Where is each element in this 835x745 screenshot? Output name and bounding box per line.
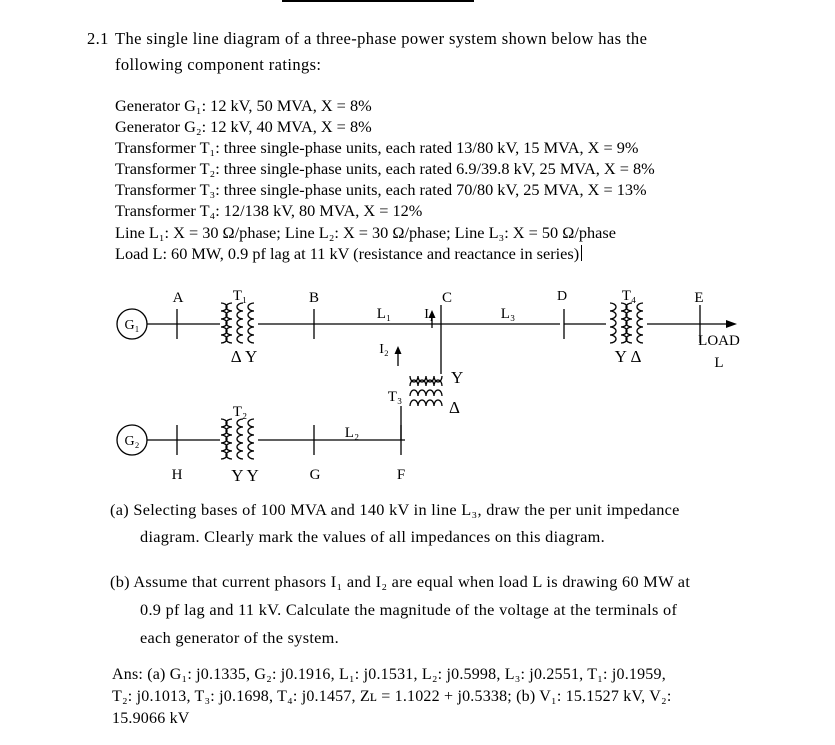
bus-e-label: E xyxy=(694,290,704,306)
bus-c-label: C xyxy=(441,290,453,306)
bus-f-label: F xyxy=(396,467,406,483)
i2-arrowhead xyxy=(395,346,402,354)
rating-g2: Generator G₂: 12 kV, 40 MVA, X = 8% xyxy=(115,117,372,136)
t4-connection: Y Δ xyxy=(614,347,642,366)
line-l1-label: L₁ xyxy=(376,306,392,322)
rating-t1: Transformer T₁: three single-phase units, each rated 13/80 kV, 15 MVA, X = 9% xyxy=(115,138,639,157)
t2-label: T₂ xyxy=(232,404,248,420)
rating-t4: Transformer T₄: 12/138 kV, 80 MVA, X = 12% xyxy=(115,201,423,220)
line-l3-label: L₃ xyxy=(500,306,516,322)
rating-load xyxy=(115,243,582,264)
generator-g2-label: G₂ xyxy=(124,434,140,449)
line-l2-label: L₂ xyxy=(344,425,360,441)
generator-g1-label: G₁ xyxy=(124,318,140,333)
load-arrowhead xyxy=(726,320,737,328)
part-a-line1: (a) Selecting bases of 100 MVA and 140 kV in line L₃, draw the per unit impedance xyxy=(110,500,680,519)
t2-connection: Y Y xyxy=(231,466,259,485)
bus-h-label: H xyxy=(171,467,183,483)
rating-t3: Transformer T₃: three single-phase units, each rated 70/80 kV, 25 MVA, X = 13% xyxy=(115,180,647,199)
problem-number: 2.1 xyxy=(87,29,109,48)
t1-connection: Δ Y xyxy=(230,347,258,366)
transformer-t4-symbol xyxy=(610,303,643,343)
current-i2-label: I₂ xyxy=(379,342,389,357)
text-cursor xyxy=(581,245,582,261)
t1-label: T₁ xyxy=(232,288,248,304)
bus-a-label: A xyxy=(172,290,184,306)
rating-t2: Transformer T₂: three single-phase units, each rated 6.9/39.8 kV, 25 MVA, X = 8% xyxy=(115,159,655,178)
transformer-t1-symbol xyxy=(221,303,254,343)
t3-label: T₃ xyxy=(387,389,403,405)
answer-line3: 15.9066 kV xyxy=(112,710,190,727)
part-a-line2: diagram. Clearly mark the values of all impedances on this diagram. xyxy=(140,527,605,546)
problem-intro-line2: following component ratings: xyxy=(115,55,322,74)
problem-intro-line1: The single line diagram of a three-phase power system shown below has the xyxy=(115,29,648,48)
t4-label: T₄ xyxy=(621,288,637,304)
part-b-line2: 0.9 pf lag and 11 kV. Calculate the magnitude of the voltage at the terminals of xyxy=(140,600,678,619)
top-rule xyxy=(282,0,474,2)
t3-connection-top: Y xyxy=(451,368,464,387)
single-line-diagram xyxy=(0,280,835,485)
transformer-t2-symbol xyxy=(221,419,254,459)
rating-g1: Generator G₁: 12 kV, 50 MVA, X = 8% xyxy=(115,96,372,115)
load-name: L xyxy=(714,355,724,371)
bus-g-label: G xyxy=(309,467,321,483)
bus-d-label: D xyxy=(556,289,568,304)
load-label: LOAD xyxy=(698,333,740,349)
part-b-line1: (b) Assume that current phasors I₁ and I₂ are equal when load L is drawing 60 MW at xyxy=(110,572,691,591)
part-b-line3: each generator of the system. xyxy=(140,628,340,647)
transformer-t3-symbol xyxy=(410,376,442,406)
answer-line1: Ans: (a) G₁: j0.1335, G₂: j0.1916, L₁: j0.1531, L₂: j0.5998, L₃: j0.2551, T₁: j0.1959, xyxy=(112,666,666,683)
bus-b-label: B xyxy=(308,290,320,306)
rating-load-text: Load L: 60 MW, 0.9 pf lag at 11 kV (resistance and reactance in series) xyxy=(115,244,580,263)
t3-connection-bottom: Δ xyxy=(449,398,460,417)
answer-line2: T₂: j0.1013, T₃: j0.1698, T₄: j0.1457, Zʟ = 1.1022 + j0.5338; (b) V₁: 15.1527 kV, V₂: xyxy=(112,688,672,705)
rating-lines: Line L₁: X = 30 Ω/phase; Line L₂: X = 30 Ω/phase; Line L₃: X = 50 Ω/phase xyxy=(115,223,616,242)
current-i1-label: I₁ xyxy=(424,307,434,322)
